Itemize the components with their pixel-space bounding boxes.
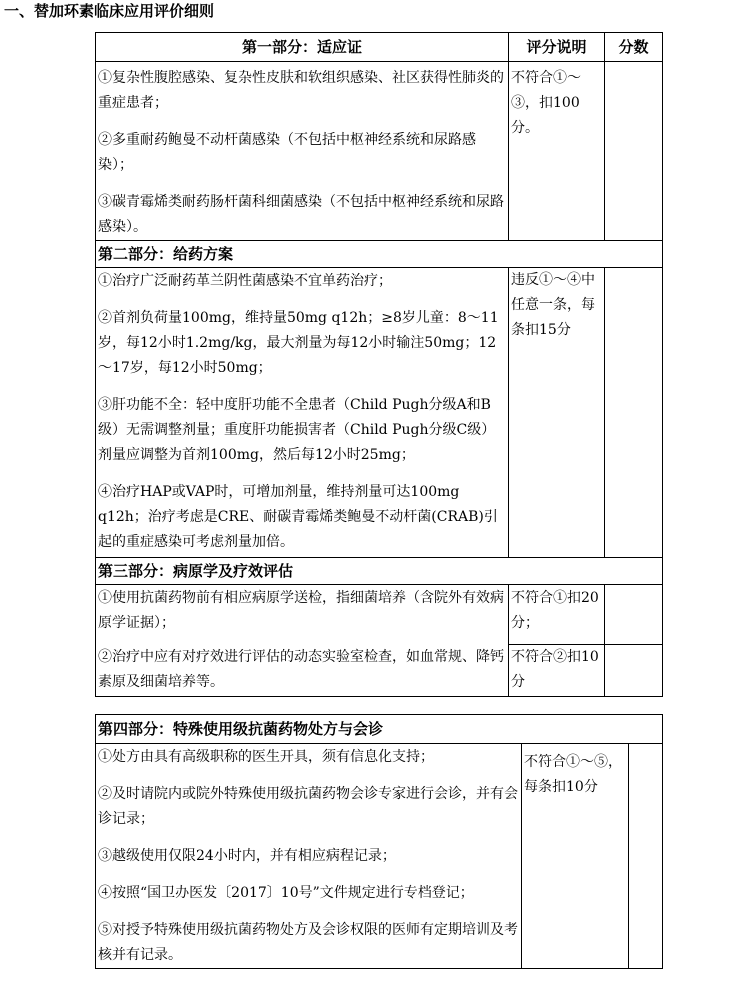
part1-item-1: ①复杂性腹腔感染、复杂性皮肤和软组织感染、社区获得性肺炎的重症患者； — [98, 70, 504, 111]
header-scoring-notes: 评分说明 — [509, 33, 605, 62]
part1-item-2: ②多重耐药鲍曼不动杆菌感染（不包括中枢神经系统和尿路感染）； — [98, 132, 476, 173]
part1-item-3: ③碳青霉烯类耐药肠杆菌科细菌感染（不包括中枢神经系统和尿路感染）。 — [98, 194, 504, 235]
part4-title-row — [96, 715, 663, 744]
part1-note: 不符合①～③，扣100分。 — [509, 62, 605, 241]
part4-item-1: ①处方由具有高级职称的医生开具，须有信息化支持； — [98, 749, 434, 765]
part2-item-3: ③肝功能不全：轻中度肝功能不全患者（Child Pugh分级A和B级）无需调整剂量；重度肝功能损害者（Child Pugh分级C级）剂量应调整为首剂100mg，然后每12小时25mg； — [98, 397, 496, 463]
part2-note: 违反①～④中任意一条，每条扣15分 — [509, 268, 605, 558]
part2-items — [96, 268, 509, 558]
part4-title: 第四部分：特殊使用级抗菌药物处方与会诊 — [96, 715, 663, 744]
part2-item-2: ②首剂负荷量100mg，维持量50mg q12h；≥8岁儿童：8～11岁，每12小时1.2mg/kg，最大剂量为每12小时输注50mg；12～17岁，每12小时50mg； — [98, 310, 499, 376]
part1-row — [96, 62, 663, 241]
part4-item-4: ④按照“国卫办医发〔2017〕10号”文件规定进行专档登记； — [98, 885, 474, 901]
part3-note-2: 不符合②扣10分 — [509, 645, 605, 697]
part4-items — [96, 744, 522, 969]
part3-score-1 — [605, 585, 663, 645]
part3-item-2: ②治疗中应有对疗效进行评估的动态实验室检查，如血常规、降钙素原及细菌培养等。 — [96, 645, 509, 697]
part3-row-1 — [96, 585, 663, 645]
part3-title-row — [96, 558, 663, 585]
part3-score-2 — [605, 645, 663, 697]
part2-item-4: ④治疗HAP或VAP时，可增加剂量，维持剂量可达100mg q12h；治疗考虑是CRE、耐碳青霉烯类鲍曼不动杆菌(CRAB)引起的重症感染可考虑剂量加倍。 — [98, 484, 498, 550]
part3-item-1: ①使用抗菌药物前有相应病原学送检，指细菌培养（含院外有效病原学证据）； — [96, 585, 509, 645]
page-heading: 一、替加环素临床应用评价细则 — [4, 2, 215, 20]
header-score: 分数 — [605, 33, 663, 62]
part4-row — [96, 744, 663, 969]
part4-item-3: ③越级使用仅限24小时内，并有相应病程记录； — [98, 848, 396, 864]
part2-item-1: ①治疗广泛耐药革兰阴性菌感染不宜单药治疗； — [98, 273, 392, 289]
part1-items — [96, 62, 509, 241]
part2-title-row — [96, 241, 663, 268]
part4-item-2: ②及时请院内或院外特殊使用级抗菌药物会诊专家进行会诊，并有会诊记录； — [98, 786, 518, 827]
header-part1-indications: 第一部分：适应证 — [96, 33, 509, 62]
part4-note: 不符合①～⑤，每条扣10分 — [522, 744, 629, 969]
part2-title: 第二部分：给药方案 — [96, 241, 663, 268]
part3-title: 第三部分：病原学及疗效评估 — [96, 558, 663, 585]
part3-row-2 — [96, 645, 663, 697]
part4-score — [629, 744, 663, 969]
part2-score — [605, 268, 663, 558]
part4-item-5: ⑤对授予特殊使用级抗菌药物处方及会诊权限的医师有定期培训及考核并有记录。 — [98, 922, 518, 963]
part3-note-1: 不符合①扣20分； — [509, 585, 605, 645]
part1-score — [605, 62, 663, 241]
table-header-row — [96, 33, 663, 62]
evaluation-table-part1-3 — [95, 32, 663, 697]
part2-row — [96, 268, 663, 558]
evaluation-table-part4 — [95, 714, 663, 969]
